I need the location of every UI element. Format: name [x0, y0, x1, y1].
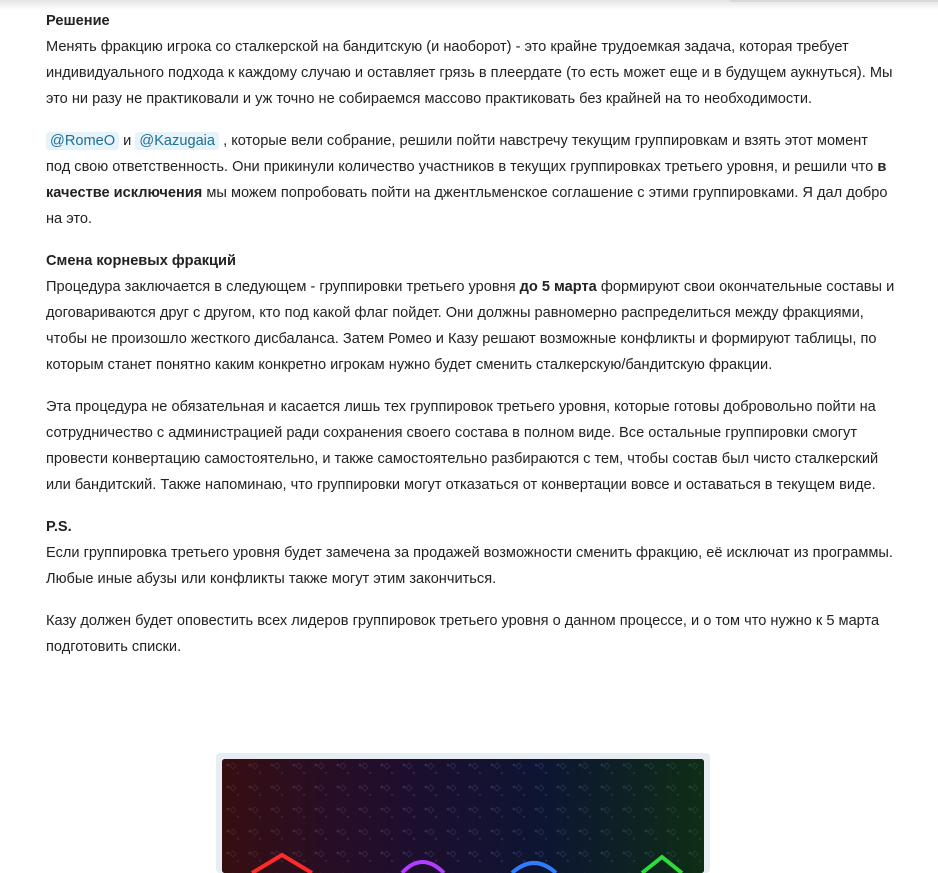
mentions-text-a: , которые вели собрание, решили пойти навстречу текущим группировкам и взять этот момент под свою ответственность. Они прикинули количество участников в текущих группировках третьего уровня, и решили что [46, 133, 878, 175]
attached-image-frame[interactable] [216, 753, 710, 873]
section-root-factions [46, 248, 896, 378]
decision-text: Менять фракцию игрока со сталкерской на бандитскую (и наоборот) - это крайне трудоемкая задача, которая требует индивидуального подхода к каждому случаю и оставляет грязь в плеердате (то есть может еще и в будущем аукнуться). Мы это ни разу не практиковали и уж точно не собираемся массово практиковать без крайней на то необходимости. [46, 39, 893, 107]
procedure-text: Эта процедура не обязательная и касается лишь тех группировок третьего уровня, которые готовы добровольно пойти на сотрудничество с администрацией ради сохранения своего состава в полном виде. Все остальные группировки смогут провести конвертацию самостоятельно, и также самостоятельно разбираются с тем, чтобы состав был чисто сталкерский или бандитский. Также напоминаю, что группировки могут отказаться от конвертации вовсе и оставаться в текущем виде. [46, 399, 879, 493]
top-tab-edge [730, 0, 938, 2]
section-mentions [46, 128, 896, 232]
mention-romeo[interactable]: @RomeO [46, 132, 119, 150]
mention-and: и [119, 133, 136, 149]
section-kazu [46, 608, 896, 660]
root-text-b: формируют свои окончательные составы и договариваются друг с другом, кто под какой флаг пойдет. Они должны равномерно распределиться между фракциями, чтобы не произошло жесткого дисбаланса. Затем Ромео и Казу решают возможные конфликты и формируют таблицы, по которым станет понятно каким конкретно игрокам нужно будет сменить сталкерскую/бандитскую фракции. [46, 279, 895, 373]
image-artwork [222, 759, 704, 873]
heading-ps: P.S. [46, 519, 72, 535]
root-text-a: Процедура заключается в следующем - группировки третьего уровня [46, 279, 520, 295]
mentions-bold: в качестве исключения [46, 159, 887, 201]
mentions-text-b: мы можем попробовать пойти на джентльменское соглашение с этими группировками. Я дал добро на это. [46, 185, 888, 227]
section-decision [46, 8, 896, 112]
mention-kazugaia[interactable]: @Kazugaia [135, 132, 219, 150]
attached-image[interactable] [222, 759, 704, 873]
post-body [46, 8, 896, 676]
heading-decision: Решение [46, 13, 110, 29]
section-procedure [46, 394, 896, 498]
heading-root-factions: Смена корневых фракций [46, 253, 236, 269]
kazu-text: Казу должен будет оповестить всех лидеров группировок третьего уровня о данном процессе, и о том что нужно к 5 марта подготовить списки. [46, 613, 880, 655]
section-ps [46, 514, 896, 592]
root-bold-date: до 5 марта [519, 279, 597, 295]
ps-text: Если группировка третьего уровня будет замечена за продажей возможности сменить фракцию, её исключат из программы. Любые иные абузы или конфликты также могут этим закончиться. [46, 545, 893, 587]
